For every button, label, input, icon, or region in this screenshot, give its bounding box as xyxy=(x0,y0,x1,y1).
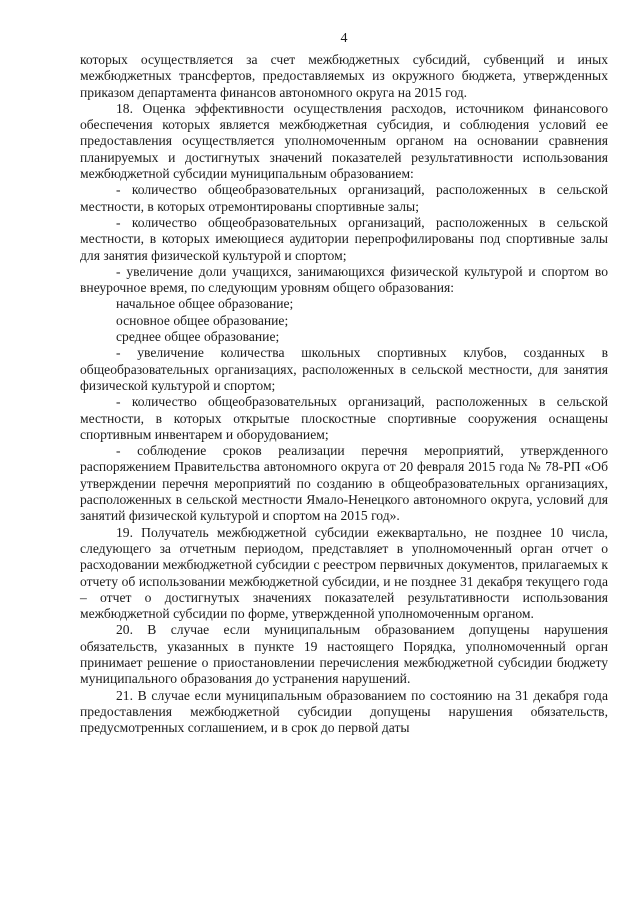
list-item-outdoor-facilities: - количество общеобразовательных организаций, расположенных в сельской местности, в которых открытые плоскостные спортивные сооружения оснащены спортивным инвентарем и оборудованием; xyxy=(80,394,608,442)
paragraph-19: 19. Получатель межбюджетной субсидии ежеквартально, не позднее 10 числа, следующего за отчетным периодом, представляет в уполномоченный орган отчет о расходовании межбюджетной субсидии с реестром первичных документов, прилагаемых к отчету об использовании межбюджетной субсидии, и не позднее 31 декабря текущего года – отчет о достигнутых значениях показателей результативности использования межбюджетной субсидии по форме, утвержденной уполномоченным органом. xyxy=(80,524,608,622)
paragraph-continuation: которых осуществляется за счет межбюджетных субсидий, субвенций и иных межбюджетных трансфертов, предоставляемых из окружного бюджета, утвержденных приказом департамента финансов автономного округа на 2015 год. xyxy=(80,52,608,100)
document-page xyxy=(80,30,608,736)
list-item-renovated-gyms: - количество общеобразовательных организаций, расположенных в сельской местности, в которых отремонтированы спортивные залы; xyxy=(80,182,608,214)
list-item-repurposed-rooms: - количество общеобразовательных организаций, расположенных в сельской местности, в которых имеющиеся аудитории перепрофилированы под спортивные залы для занятия физической культурой и спортом; xyxy=(80,214,608,263)
level-primary: начальное общее образование; xyxy=(116,296,294,312)
level-basic: основное общее образование; xyxy=(116,312,289,328)
page-number: 4 xyxy=(340,31,348,46)
list-item-student-share: - увеличение доли учащихся, занимающихся физической культурой и спортом во внеурочное время, по следующим уровням общего образования: xyxy=(80,263,608,296)
document-body xyxy=(80,52,608,736)
paragraph-21: 21. В случае если муниципальным образованием по состоянию на 31 декабря года предоставления межбюджетной субсидии допущены нарушения обязательств, предусмотренных соглашением, и в срок до первой даты xyxy=(80,687,608,736)
paragraph-18: 18. Оценка эффективности осуществления расходов, источником финансового обеспечения которых является межбюджетная субсидия, и соблюдения условий ее предоставления осуществляется уполномоченным органом на основании сравнения планируемых и достигнутых значений показателей результативности использования межбюджетной субсидии муниципальным образованием: xyxy=(80,100,608,182)
level-secondary: среднее общее образование; xyxy=(116,329,280,345)
list-item-deadlines: - соблюдение сроков реализации перечня мероприятий, утвержденного распоряжением Правительства автономного округа от 20 февраля 2015 года № 78-РП «Об утверждении перечня мероприятий по созданию в общеобразовательных организациях, расположенных в сельской местности Ямало-Ненецкого автономного округа, условий для занятий физической культурой и спортом на 2015 год». xyxy=(80,443,608,524)
paragraph-20: 20. В случае если муниципальным образованием допущены нарушения обязательств, указанных в пункте 19 настоящего Порядка, уполномоченный орган принимает решение о приостановлении перечисления межбюджетной субсидии бюджету муниципального образования до устранения нарушений. xyxy=(80,622,608,687)
list-item-sports-clubs: - увеличение количества школьных спортивных клубов, созданных в общеобразовательных организациях, расположенных в сельской местности, для занятия физической культурой и спортом; xyxy=(80,345,608,393)
